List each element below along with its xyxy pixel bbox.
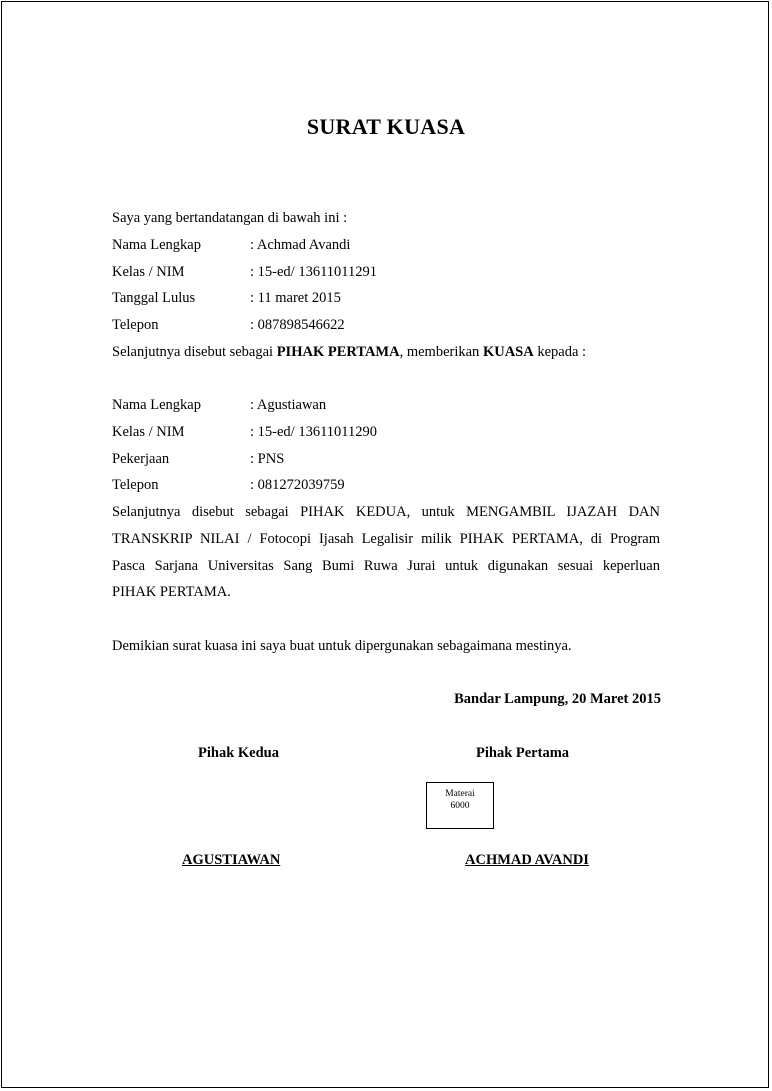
- signature-title-second-party: Pihak Kedua: [198, 745, 279, 761]
- signature-name-second-party: AGUSTIAWAN: [182, 852, 281, 868]
- party2-value-nim: : 15-ed/ 13611011290: [250, 424, 377, 440]
- intro-text: Saya yang bertandatangan di bawah ini :: [112, 210, 348, 226]
- statement-second-party-line: PIHAK PERTAMA.: [112, 584, 231, 600]
- party2-label-name: Nama Lengkap: [112, 397, 201, 413]
- party2-label-occupation: Pekerjaan: [112, 451, 170, 467]
- statement-first-party: Selanjutnya disebut sebagai PIHAK PERTAMA, memberikan KUASA kepada :: [112, 344, 587, 360]
- party2-value-name: : Agustiawan: [250, 397, 327, 413]
- party2-label-nim: Kelas / NIM: [112, 424, 185, 440]
- party1-value-phone: : 087898546622: [250, 317, 345, 333]
- party2-value-phone: : 081272039759: [250, 477, 345, 493]
- statement-second-party-line: TRANSKRIP NILAI / Fotocopi Ijasah Legalisir milik PIHAK PERTAMA, di Program: [112, 531, 660, 547]
- statement-second-party-line: Selanjutnya disebut sebagai PIHAK KEDUA, untuk MENGAMBIL IJAZAH DAN: [112, 504, 660, 520]
- stamp-duty-box: [426, 782, 494, 829]
- party1-value-nim: : 15-ed/ 13611011291: [250, 264, 377, 280]
- party1-label-name: Nama Lengkap: [112, 237, 201, 253]
- signature-name-first-party: ACHMAD AVANDI: [465, 852, 589, 868]
- document-title: SURAT KUASA: [306, 114, 466, 139]
- stamp-value: 6000: [450, 801, 470, 811]
- party1-label-phone: Telepon: [112, 317, 159, 333]
- stamp-label: Materai: [445, 789, 475, 799]
- party1-value-name: : Achmad Avandi: [250, 237, 351, 253]
- party2-value-occupation: : PNS: [250, 451, 285, 467]
- party1-label-nim: Kelas / NIM: [112, 264, 185, 280]
- signature-title-first-party: Pihak Pertama: [476, 745, 570, 761]
- place-date: Bandar Lampung, 20 Maret 2015: [454, 691, 661, 707]
- party1-label-graduation: Tanggal Lulus: [112, 290, 196, 306]
- closing-text: Demikian surat kuasa ini saya buat untuk dipergunakan sebagaimana mestinya.: [112, 638, 572, 654]
- party1-value-graduation: : 11 maret 2015: [250, 290, 341, 306]
- statement-second-party-line: Pasca Sarjana Universitas Sang Bumi Ruwa Jurai untuk digunakan sesuai keperluan: [112, 558, 660, 574]
- party2-label-phone: Telepon: [112, 477, 159, 493]
